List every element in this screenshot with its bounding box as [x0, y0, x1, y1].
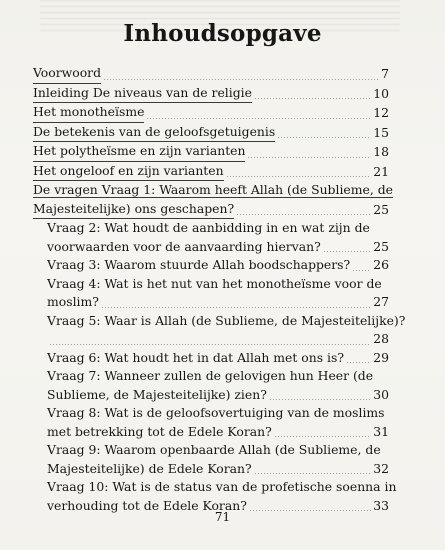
- toc-entry-title: Het ongeloof en zijn varianten: [33, 162, 224, 182]
- toc-entry-title: Het polytheïsme en zijn varianten: [33, 142, 245, 162]
- toc-entry-title: Sublieme, de Majesteitelijke) zien?: [47, 386, 267, 402]
- toc-entry[interactable]: [33, 256, 389, 275]
- toc-entry-line[interactable]: [33, 367, 389, 386]
- toc-entry[interactable]: [33, 162, 389, 182]
- dot-leader: [274, 436, 371, 437]
- toc-entry-page: 25: [373, 201, 389, 217]
- toc-entry-page: 28: [373, 331, 389, 346]
- toc-entry[interactable]: [33, 386, 389, 405]
- toc-entry-page: 26: [373, 257, 389, 272]
- toc-entry-page: 32: [373, 460, 389, 476]
- toc-entry-title: Voorwoord: [33, 64, 101, 84]
- dot-leader: [352, 270, 371, 271]
- dot-leader: [277, 137, 371, 138]
- toc-entry-title: verhouding tot de Edele Koran?: [47, 497, 247, 513]
- toc-entry-line[interactable]: [33, 478, 397, 497]
- toc-entry-title: Vraag 4: Wat is het nut van het monotheïsme voor de: [47, 275, 382, 291]
- toc-entry-page: 25: [373, 238, 389, 254]
- toc-entry[interactable]: [33, 238, 389, 257]
- toc-entry-line[interactable]: [33, 441, 389, 460]
- toc-entry-title: Vraag 2: Wat houdt de aanbidding in en wat zijn de: [47, 220, 370, 235]
- dot-leader: [254, 473, 372, 474]
- toc-entry-page: 21: [373, 163, 389, 179]
- toc-entry[interactable]: [33, 200, 389, 220]
- toc-entry-page: 18: [373, 144, 389, 159]
- toc-entry[interactable]: [33, 349, 389, 368]
- dot-leader: [346, 362, 371, 363]
- toc-entry[interactable]: [33, 142, 389, 162]
- toc-entry-title: voorwaarden voor de aanvaarding hiervan?: [47, 238, 321, 254]
- toc-entry-line[interactable]: [33, 219, 389, 238]
- toc-entry-line[interactable]: [33, 404, 389, 423]
- dot-leader: [254, 98, 371, 99]
- toc-entry[interactable]: [33, 103, 389, 123]
- toc-entry[interactable]: [33, 293, 389, 312]
- toc-entry-title: Majesteitelijke) de Edele Koran?: [47, 460, 252, 476]
- toc-entry[interactable]: [33, 64, 389, 84]
- dot-leader: [101, 307, 371, 308]
- toc-entry-title: Vraag 3: Waarom stuurde Allah boodschappers?: [47, 257, 351, 272]
- toc-entry-title: Vraag 5: Waar is Allah (de Sublieme, de Majesteitelijke)?: [47, 312, 406, 328]
- table-of-contents: [33, 64, 406, 515]
- toc-entry-title: Majesteitelijke) ons geschapen?: [33, 200, 234, 220]
- toc-entry-line[interactable]: [33, 312, 406, 331]
- toc-entry-title: Vraag 7: Wanneer zullen de gelovigen hun Heer (de: [47, 368, 374, 383]
- dot-leader: [49, 344, 371, 345]
- toc-entry-title: Vraag 8: Wat is de geloofsovertuiging van de moslims: [47, 405, 385, 420]
- page-number: 71: [214, 510, 231, 524]
- toc-entry-page: 7: [381, 66, 389, 81]
- toc-entry-line[interactable]: [33, 275, 389, 294]
- page-title: Inhoudsopgave: [123, 20, 322, 47]
- toc-entry[interactable]: [33, 330, 389, 349]
- toc-entry-title: met betrekking tot de Edele Koran?: [47, 423, 272, 439]
- toc-entry-title: Vraag 9: Waarom openbaarde Allah (de Sublieme, de: [47, 442, 381, 457]
- toc-entry-title: moslim?: [47, 294, 99, 309]
- dot-leader: [236, 214, 371, 215]
- toc-entry-page: 12: [373, 105, 389, 120]
- dot-leader: [146, 118, 371, 119]
- toc-entry[interactable]: [33, 423, 389, 442]
- toc-entry-title: De vragen Vraag 1: Waarom heeft Allah (de Sublieme, de: [33, 182, 393, 197]
- dot-leader: [247, 157, 371, 158]
- toc-entry-page: 31: [373, 423, 389, 439]
- toc-entry-page: 30: [373, 386, 389, 402]
- toc-entry-title: Vraag 6: Wat houdt het in dat Allah met ons is?: [47, 349, 344, 365]
- toc-entry[interactable]: [33, 123, 389, 143]
- toc-entry-page: 27: [373, 294, 389, 309]
- dot-leader: [103, 79, 379, 80]
- toc-entry-title: Inleiding De niveaus van de religie: [33, 84, 252, 104]
- toc-entry-page: 33: [373, 497, 389, 513]
- toc-entry-title: Het monotheïsme: [33, 103, 144, 123]
- toc-entry-page: 29: [373, 349, 389, 365]
- dot-leader: [269, 399, 371, 400]
- toc-entry-page: 10: [373, 85, 389, 101]
- dot-leader: [226, 176, 372, 177]
- toc-entry-title: Vraag 10: Wat is de status van de profetische soenna in: [47, 479, 397, 494]
- dot-leader: [323, 251, 371, 252]
- toc-entry-line[interactable]: [33, 181, 393, 200]
- toc-entry-page: 15: [373, 124, 389, 140]
- toc-entry[interactable]: [33, 460, 389, 479]
- toc-entry[interactable]: [33, 84, 389, 104]
- toc-entry-title: De betekenis van de geloofsgetuigenis: [33, 123, 275, 143]
